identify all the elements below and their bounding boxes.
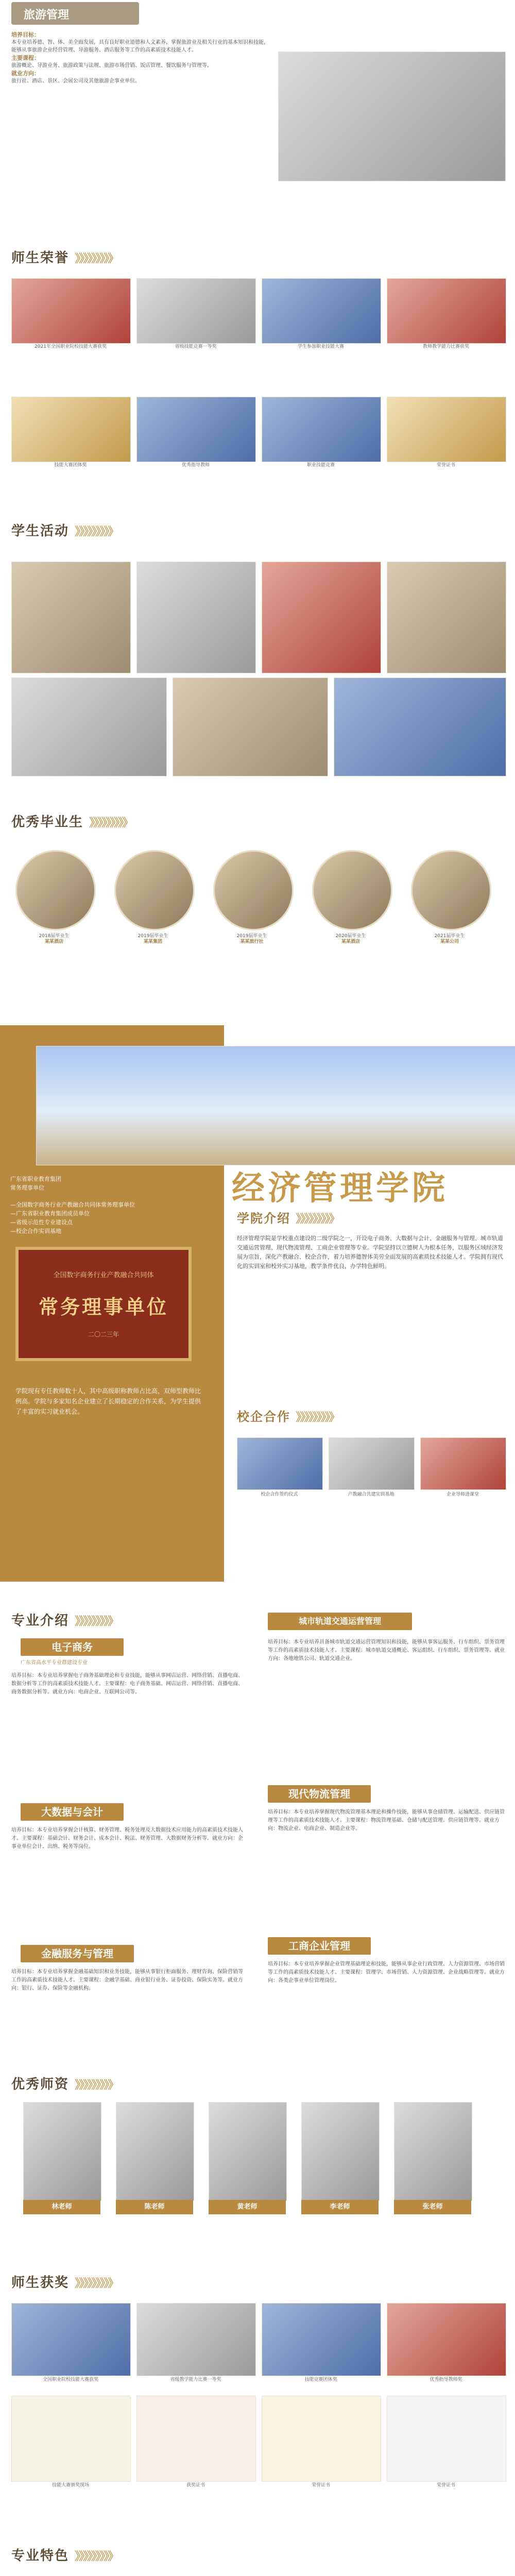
activities1-title [11,520,117,539]
grad-line2: 某某酒店 [341,939,360,944]
award-caption: 荣誉证书 [436,2483,455,2488]
title-text: 专业介绍 [11,1613,70,1629]
award-photo [387,2303,506,2376]
majors-title [11,1610,117,1629]
title-text: 师生获奖 [11,2275,70,2291]
honor-photo [136,397,256,462]
honors2-title [11,2272,117,2291]
activity-photo [136,562,256,673]
grad-line1: 2021届毕业生 [434,934,465,939]
coop-photo [237,1437,323,1490]
title-arrows: 》》》》》》》》》 [89,817,132,829]
honor-caption: 荣誉证书 [436,463,455,468]
honor-photo [387,278,506,344]
college-group-photo [36,1046,515,1165]
chef-photo [278,52,506,181]
honor-photo [11,397,131,462]
teacher-name: 黄老师 [209,2200,286,2214]
left-item: —省级示范性专业建设点 [10,1219,73,1226]
award-caption: 全国职业院校技能大赛获奖 [42,2377,98,2382]
left-item: —校企合作实训基地 [10,1228,61,1234]
teachers-title [11,2074,117,2093]
graduate-avatar [114,850,195,930]
major-tag: 金融服务与管理 [21,1945,134,1962]
certificate-photo [387,2396,506,2482]
award-photo [11,2303,131,2376]
title-arrows: 》》》》》》》》》 [75,252,118,265]
honor-caption: 省级技能竞赛一等奖 [175,344,217,349]
title-arrows: 》》》》》》》》》 [75,2277,118,2290]
coop-caption: 校企合作签约仪式 [261,1492,298,1497]
activity-photo [173,677,328,776]
title-arrows: 》》》》》》》》》 [75,1615,118,1628]
intro-line: 培养目标： [11,31,40,38]
coop-caption: 产教融合共建实训基地 [348,1492,394,1497]
teacher-name: 林老师 [23,2200,100,2214]
certificate-photo [262,2396,381,2482]
teacher-name: 张老师 [394,2200,471,2214]
award-caption: 获奖证书 [186,2483,205,2488]
intro-paragraph: 经济管理学院是学校重点建设的二级学院之一，开设电子商务、大数据与会计、金融服务与管理、城市轨道交通运营管理、现代物流管理、工商企业管理等专业。学院坚持以立德树人为根本任务，以服务区域经济发展为宗旨，深化产教融合、校企合作，着力培养德智体美劳全面发展的高素质技术技能人才。学院拥有现代化的实训室和校外实习基地，教学条件优良，办学特色鲜明。 [237,1235,503,1269]
college-name: 经济管理学院 [232,1170,448,1208]
title-text: 学生活动 [11,523,70,539]
intro-line: 旅游概论、导游业务、旅游政策与法规、旅游市场营销、饭店管理、餐饮服务与管理等。 [11,63,212,69]
college-banner-lines [10,1175,61,1192]
banner-line: 常务理事单位 [10,1184,44,1191]
major-text: 培养目标：本专业培养具备城市轨道交通运营管理知识和技能，能够从事客运服务、行车组织、票务管理等工作的高素质技术技能人才。主要课程：城市轨道交通概论、客运组织、行车组织、票务管理等。就业方向：各地地铁公司、轨道交通企业。 [268,1639,505,1662]
teacher-photo [116,2102,194,2201]
features-title [11,2545,117,2564]
teacher-photo [394,2102,472,2201]
graduate-caption [213,934,290,945]
certificate-photo [136,2396,256,2482]
title-text: 校企合作 [237,1410,290,1424]
teacher-photo [209,2102,287,2201]
plaque [15,1247,192,1361]
title-arrows: 》》》》》》》》》 [296,1213,339,1226]
graduate-avatar [15,850,96,930]
honor-photo [136,278,256,344]
certificate-photo [11,2396,131,2482]
teacher-photo [301,2102,380,2201]
award-caption: 荣誉证书 [311,2483,330,2488]
title-text: 专业特色 [11,2548,70,2564]
grad-line2: 某某集团 [143,939,162,944]
intro-text [11,31,269,85]
plaque-top: 全国数字商务行业产教融合共同体 [53,1272,154,1279]
major-tag: 大数据与会计 [21,1803,124,1821]
intro-line: 主要课程： [11,55,40,61]
honor-photo [262,278,381,344]
title-text: 优秀师资 [11,2077,70,2092]
grad-line1: 2019届毕业生 [138,934,168,939]
award-caption: 技能竞赛团体奖 [304,2377,337,2382]
grad-line1: 2018届毕业生 [39,934,70,939]
plaque-bottom: 二〇二三年 [88,1331,119,1338]
college-left-items [10,1200,216,1235]
activity-photo [11,562,131,673]
coop-photo [420,1437,506,1490]
intro-line: 旅行社、酒店、景区、会展公司及其他旅游企事业单位。 [11,78,140,84]
major-subtitle: 广东省高水平专业群建设专业 [21,1660,88,1666]
title-arrows: 》》》》》》》》》 [296,1411,339,1424]
grad-line1: 2019届毕业生 [236,934,267,939]
honor-caption: 教师教学能力比赛获奖 [422,344,469,349]
intro-line: 就业方向： [11,70,40,77]
honor-caption: 2021年全国职业院校技能大赛获奖 [35,344,107,349]
grad-line1: 2020届毕业生 [335,934,366,939]
activity-photo [387,562,506,673]
graduate-avatar [312,850,392,930]
grad-line2: 某某酒店 [44,939,63,944]
honor-caption: 技能大赛团体奖 [54,463,87,468]
honor-photo [262,397,381,462]
award-caption: 省级教学能力比赛一等奖 [170,2377,221,2382]
title-arrows: 》》》》》》》》》 [75,2550,118,2563]
teacher-name: 陈老师 [116,2200,193,2214]
major-text: 培养目标：本专业培养掌握电子商务基础理论和专业技能，能够从事网店运营、网络营销、直播电商、数据分析等工作的高素质技术技能人才。主要课程：电子商务基础、网店运营、网络营销、直播电商、商务数据分析等。就业方向：电商企业、互联网公司等。 [11,1673,243,1695]
graduate-caption [411,934,488,945]
teacher-name: 李老师 [301,2200,379,2214]
major-text: 培养目标：本专业培养掌握现代物流管理基本理论和操作技能，能够从事仓储管理、运输配送、供应链管理等工作的高素质技术技能人才。主要课程：物流管理基础、仓储与配送管理、供应链管理等。就业方向：物流企业、电商企业、制造企业等。 [268,1809,505,1832]
award-caption: 优秀指导教师奖 [430,2377,462,2382]
major-text: 培养目标：本专业培养掌握企业管理基础理论和技能，能够从事企业行政管理、人力资源管理、市场营销等工作的高素质技术技能人才。主要课程：管理学、市场营销、人力资源管理、企业战略管理等。就业方向：各类企事业单位管理岗位。 [268,1961,505,1984]
major-text: 培养目标：本专业培养掌握会计核算、财务管理、税务处理及大数据技术应用能力的高素质技术技能人才。主要课程：基础会计、财务会计、成本会计、税法、财务管理、大数据财务分析等。就业方向：企事业单位会计、出纳、税务等岗位。 [11,1827,243,1850]
award-caption: 技能大赛颁奖现场 [52,2483,89,2488]
section-heading: 旅游管理 [24,9,70,22]
activity-photo [334,677,506,776]
title-text: 师生荣誉 [11,250,70,266]
intro-line: 能够从事旅游企业经营管理、导游服务、酒店服务等工作的高素质技术技能人才。 [11,47,197,53]
left-item: —全国数字商务行业产教融合共同体常务理事单位 [10,1201,135,1208]
intro-line: 本专业培养德、智、体、美全面发展，具有良好职业道德和人文素养，掌握旅游业及相关行业的基本知识和技能， [11,40,269,45]
honor-caption: 优秀指导教师 [181,463,210,468]
honors1-title [11,247,117,266]
title-arrows: 》》》》》》》》》 [75,526,118,538]
title-text: 优秀毕业生 [11,815,84,830]
activity-photo [11,677,167,776]
honor-caption: 职业技能竞赛 [306,463,335,468]
honor-photo [387,397,506,462]
left-item: —广东省职业教育集团成员单位 [10,1210,90,1217]
graduate-caption [114,934,192,945]
banner-line: 广东省职业教育集团 [10,1176,61,1182]
award-photo [136,2303,256,2376]
grads1-title [11,811,132,831]
major-tag: 现代物流管理 [268,1785,371,1803]
grad-line2: 某某旅行社 [240,939,264,944]
major-text: 培养目标：本专业培养掌握金融基础知识和业务技能，能够从事银行柜面服务、理财咨询、保险营销等工作的高素质技术技能人才。主要课程：金融学基础、商业银行业务、证券投资、保险实务等。就业方向：银行、证券、保险等金融机构。 [11,1969,243,1991]
plaque-main: 常务理事单位 [38,1296,168,1318]
graduate-avatar [411,850,491,930]
graduate-caption [312,934,389,945]
coop-title [237,1406,338,1425]
major-tag: 电子商务 [21,1638,124,1656]
graduate-caption [15,934,93,945]
college-left-desc: 学院现有专任教师数十人，其中高级职称教师占比高，双师型教师比例高。学院与多家知名企业建立了长期稳定的合作关系，为学生提供了丰富的实习就业机会。 [15,1387,201,1415]
graduate-avatar [213,850,294,930]
title-arrows: 》》》》》》》》》 [75,2079,118,2092]
activity-photo [262,562,381,673]
coop-caption: 企业导师进课堂 [446,1492,479,1497]
honor-photo [11,278,131,344]
grad-line2: 某某公司 [440,939,459,944]
title-text: 学院介绍 [237,1211,290,1226]
honor-caption: 学生参加职业技能大赛 [297,344,344,349]
major-tag: 城市轨道交通运营管理 [268,1613,412,1630]
coop-photo [329,1437,415,1490]
intro-title [237,1208,338,1226]
award-photo [262,2303,381,2376]
major-tag: 工商企业管理 [268,1937,371,1955]
teacher-photo [23,2102,101,2201]
